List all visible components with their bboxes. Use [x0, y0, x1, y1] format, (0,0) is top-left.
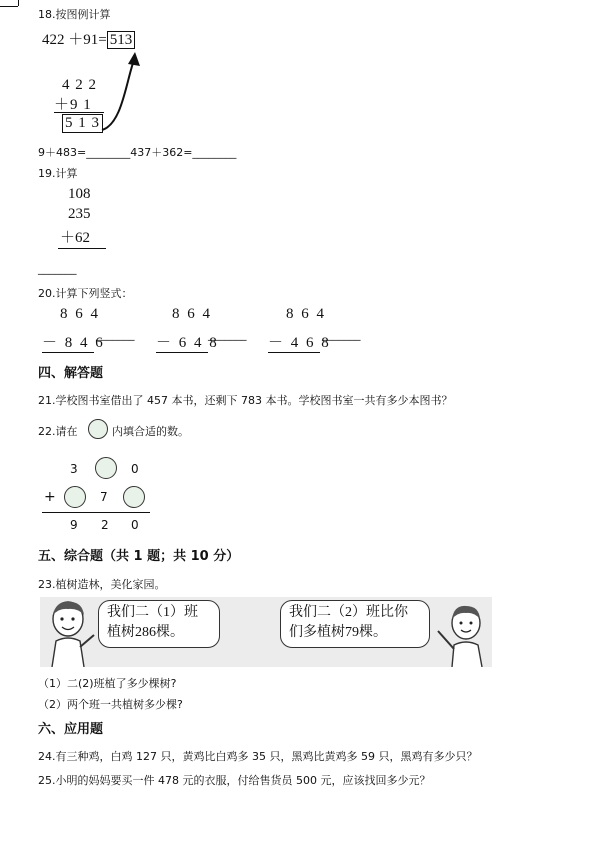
q22-sum-line	[42, 512, 150, 513]
q20-problem-3-line	[268, 352, 320, 353]
q23-illustration	[40, 597, 492, 667]
q22-row2-digit: 7	[100, 490, 108, 504]
q22-text-after: 内填合适的数。	[112, 425, 189, 438]
q22-input-circle-3[interactable]	[123, 486, 145, 508]
q20-problem-3-top: 8 6 4	[286, 306, 326, 322]
q22-input-circle-1[interactable]	[95, 457, 117, 479]
q20-title: 20.计算下列竖式：	[38, 287, 133, 300]
section-5-heading: 五、综合题（共 1 题；共 10 分）	[38, 549, 240, 564]
q20-problem-2-bottom: － 6 4 8	[156, 335, 219, 351]
q19-number-3: ＋62	[60, 230, 91, 246]
page-corner-mark	[18, 0, 19, 6]
q22-answer-circle-example	[88, 419, 108, 439]
child-right-icon	[432, 597, 492, 667]
q18-example-expr: 422 ＋91=	[42, 32, 107, 48]
q18-vertical-result: 5 1 3	[62, 114, 103, 133]
q23-sub-question-2: （2）两个班一共植树多少棵?	[38, 698, 183, 711]
q22-result-digit-2: 2	[101, 518, 109, 532]
q19-sum-line	[58, 248, 106, 249]
q22-result-digit-3: 0	[131, 518, 139, 532]
q18-arrow	[96, 42, 156, 152]
q20-problem-2-blank: _______	[208, 328, 247, 341]
q19-title: 19.计算	[38, 167, 78, 180]
q22-row1-digit-1: 3	[70, 462, 78, 476]
speech-bubble-right	[280, 600, 430, 648]
q23-title: 23.植树造林，美化家园。	[38, 578, 166, 591]
q18-vertical-bottom: ＋9 1	[54, 97, 92, 113]
q18-example-result: 513	[107, 31, 136, 49]
q25-text: 25.小明的妈妈要买一件 478 元的衣服，付给售货员 500 元，应该找回多少元？	[38, 774, 431, 787]
q22-text-before: 22.请在	[38, 425, 78, 438]
q20-problem-3-blank: _______	[322, 328, 361, 341]
q18-vertical-top: 4 2 2	[62, 77, 97, 93]
q22-row1-digit-2: 0	[131, 462, 139, 476]
q20-problem-2-top: 8 6 4	[172, 306, 212, 322]
page-corner-mark-h	[0, 6, 18, 7]
section-4-heading: 四、解答题	[38, 366, 104, 381]
q24-text: 24.有三种鸡，白鸡 127 只，黄鸡比白鸡多 35 只，黑鸡比黄鸡多 59 只，黑鸡有多少只？	[38, 750, 478, 763]
q20-problem-1-line	[42, 352, 94, 353]
child-left-icon	[42, 597, 102, 667]
q18-exercise: 9＋483=________437＋362=________	[38, 146, 237, 159]
q18-title: 18.按图例计算	[38, 8, 111, 21]
q22-input-circle-2[interactable]	[64, 486, 86, 508]
q20-problem-2-line	[156, 352, 208, 353]
q20-problem-1-bottom: － 8 4 6	[42, 335, 105, 351]
bubble-left-line-1: 我们二（1）班	[107, 605, 198, 620]
q19-number-1: 108	[68, 186, 91, 202]
q22-plus-sign: +	[44, 489, 56, 505]
bubble-right-line-2: 们多植树79棵。	[289, 625, 387, 640]
q19-number-2: 235	[68, 206, 91, 222]
section-6-heading: 六、应用题	[38, 722, 104, 737]
q20-problem-1-blank: _______	[96, 328, 135, 341]
bubble-right-line-1: 我们二（2）班比你	[289, 605, 408, 620]
q23-sub-question-1: （1）二(2)班植了多少棵树?	[38, 677, 177, 690]
q22-result-digit-1: 9	[70, 518, 78, 532]
speech-bubble-left	[98, 600, 220, 648]
q19-answer-blank: _______	[38, 262, 77, 275]
q21-text: 21.学校图书室借出了 457 本书，还剩下 783 本书。学校图书室一共有多少本图书？	[38, 394, 453, 407]
bubble-left-line-2: 植树286棵。	[107, 625, 184, 640]
q20-problem-1-top: 8 6 4	[60, 306, 100, 322]
q20-problem-3-bottom: － 4 6 8	[268, 335, 331, 351]
